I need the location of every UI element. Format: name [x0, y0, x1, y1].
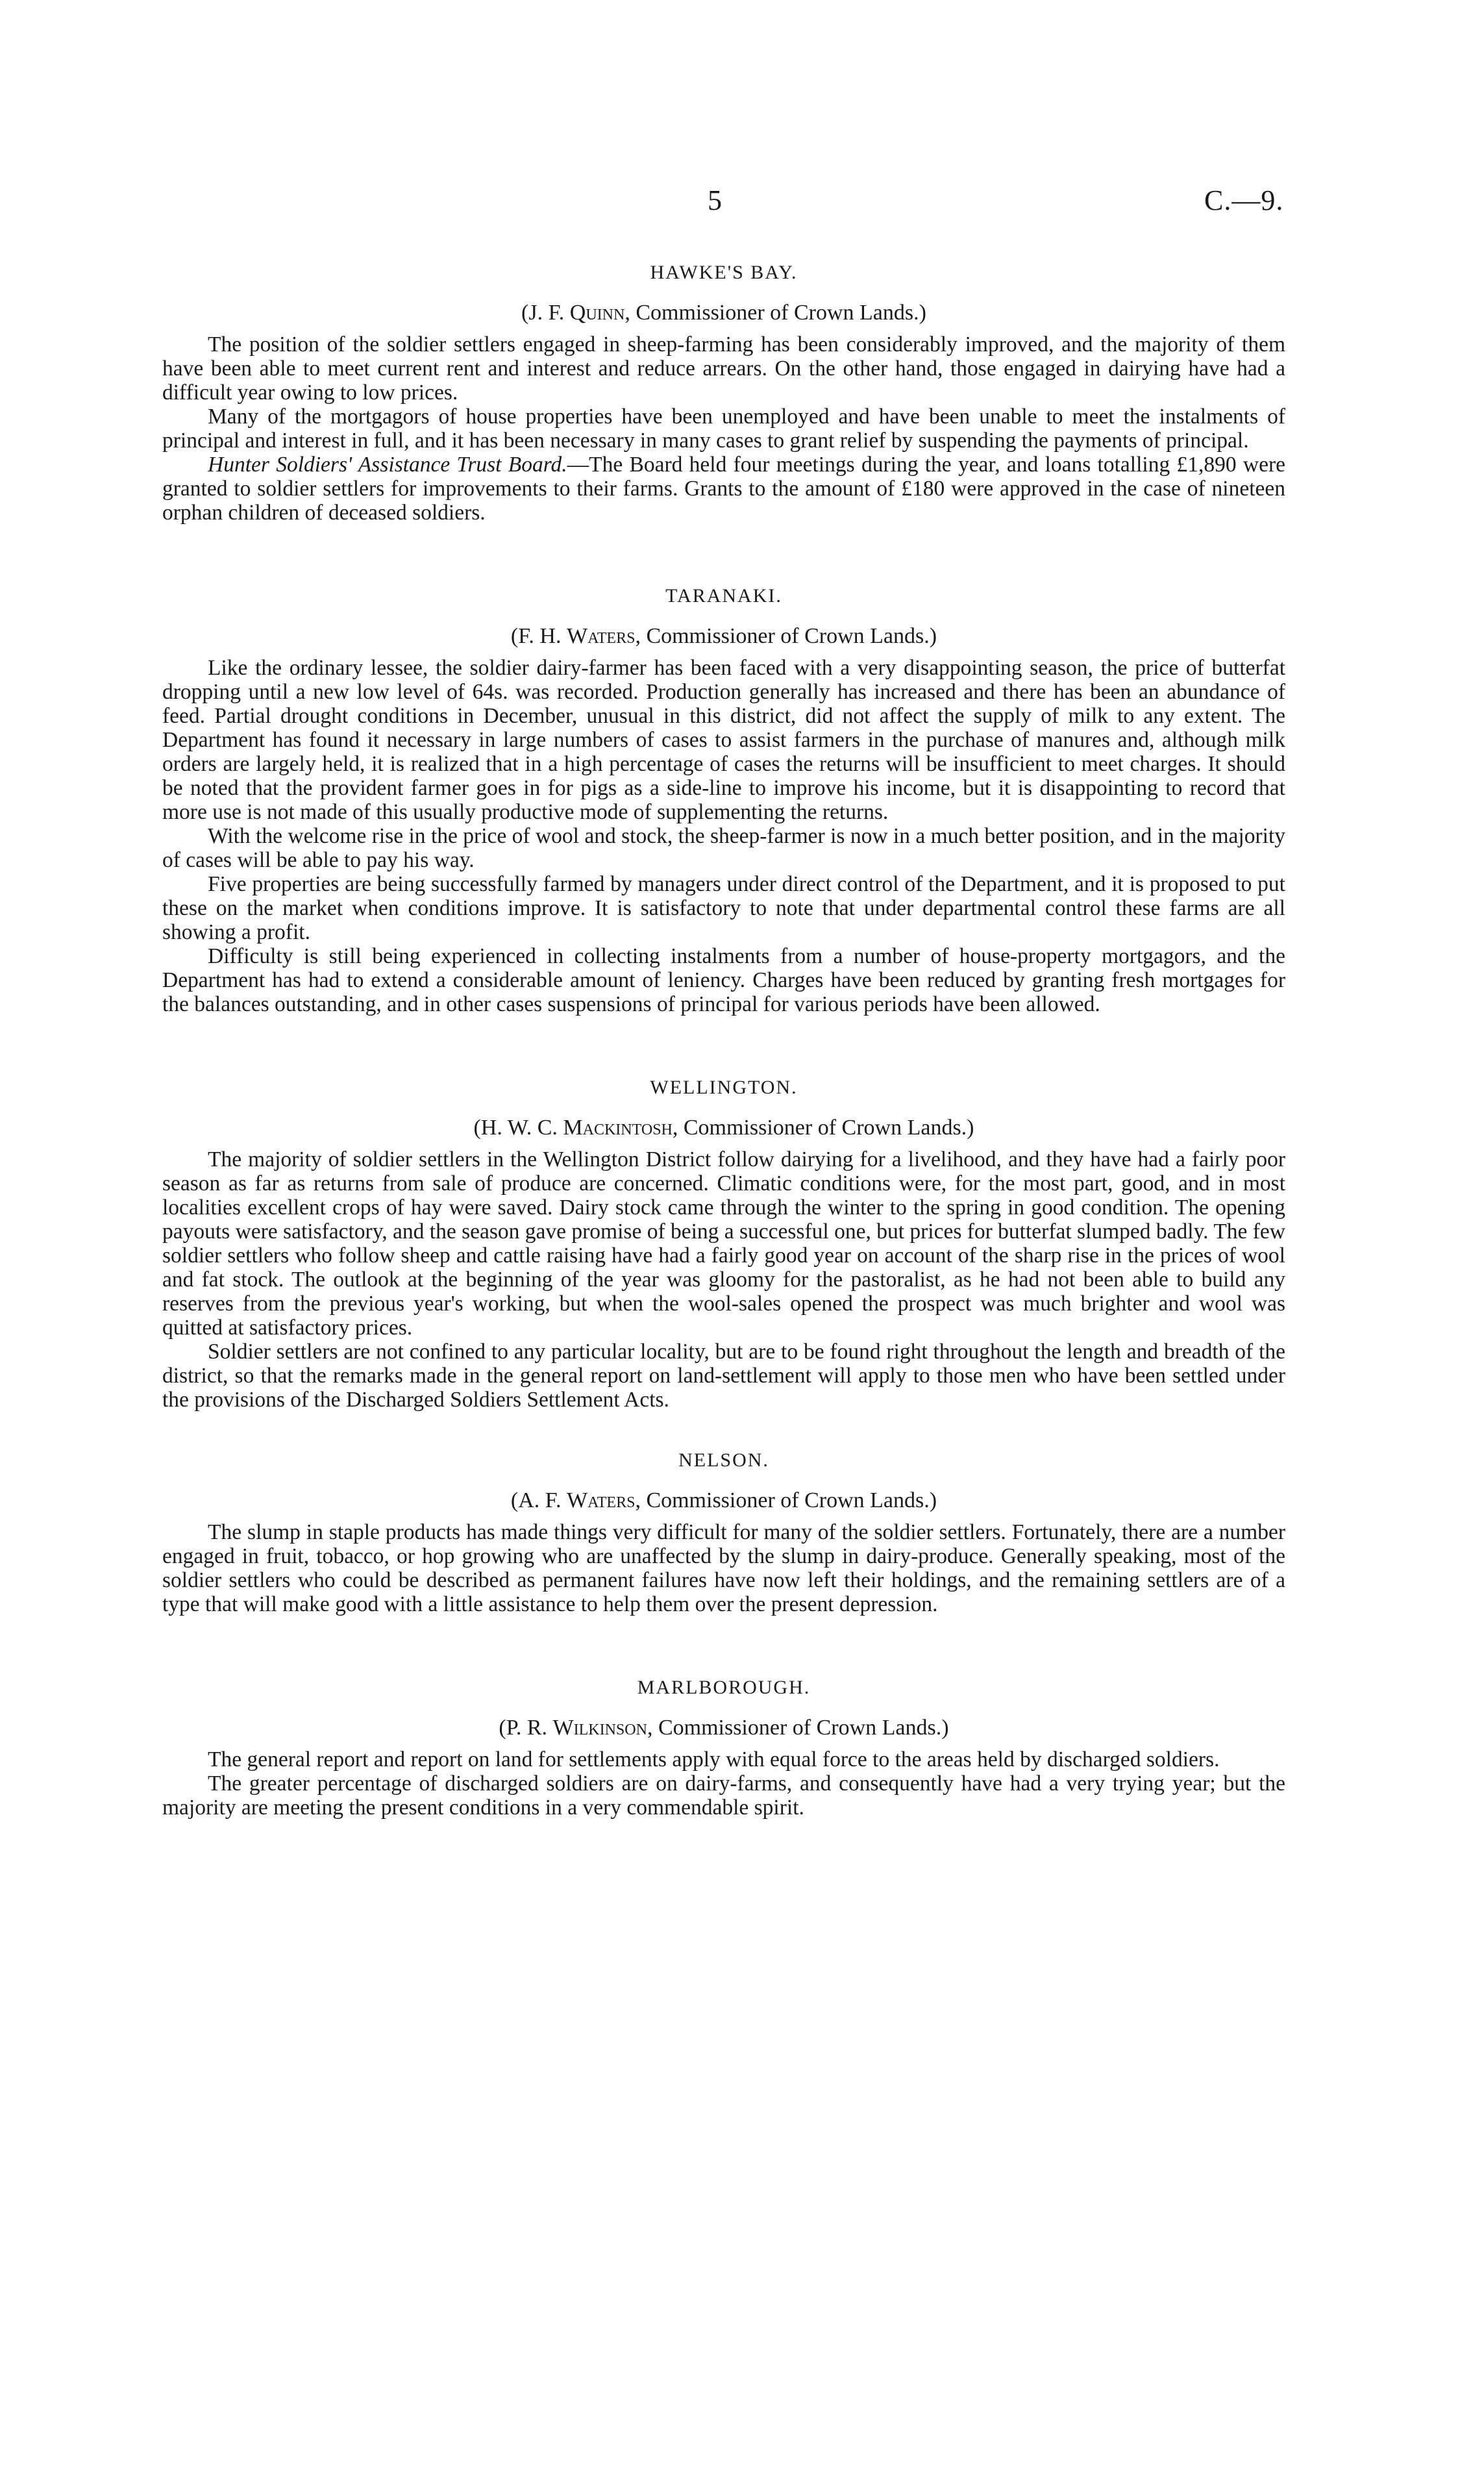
paragraph: Five properties are being successfully farmed by managers under direct control of the Department, and it is proposed to put these on the market when conditions improve. It is satisfactory to note that under departmental control these farms are all showing a profit. [162, 872, 1285, 944]
commissioner-line [162, 622, 1285, 651]
trust-board-heading: Hunter Soldiers' Assistance Trust Board. [208, 453, 567, 477]
commissioner-prefix: (P. R. [499, 1716, 553, 1740]
section-hawkes-bay [162, 260, 1285, 525]
commissioner-suffix: , Commissioner of Crown Lands.) [647, 1716, 949, 1740]
commissioner-line [162, 1114, 1285, 1142]
paragraph: With the welcome rise in the price of wool and stock, the sheep-farmer is now in a much better position, and in the majority of cases will be able to pay his way. [162, 824, 1285, 872]
commissioner-name: Mackintosh [563, 1116, 673, 1140]
section-taranaki [162, 583, 1285, 1016]
commissioner-suffix: , Commissioner of Crown Lands.) [672, 1116, 974, 1140]
commissioner-prefix: (H. W. C. [473, 1116, 563, 1140]
paragraph: The general report and report on land for settlements apply with equal force to the areas held by discharged soldiers. [208, 1747, 1220, 1772]
paragraph: The greater percentage of discharged soldiers are on dairy-farms, and consequently have had a very trying year; but the majority are meeting the present conditions in a very commendable spirit. [162, 1772, 1285, 1820]
document-code: C.—9. [1204, 184, 1284, 216]
page-header [0, 184, 1484, 223]
section-title: WELLINGTON. [650, 1077, 798, 1098]
commissioner-name: Waters [566, 1488, 636, 1512]
commissioner-name: Wilkinson [552, 1716, 647, 1740]
document-body [162, 260, 1285, 1820]
paragraph: The position of the soldier settlers engaged in sheep-farming has been considerably improved, and the majority of them have been able to meet current rent and interest and reduce arrears. On the other hand, those engaged in dairying have had a difficult year owing to low prices. [162, 332, 1285, 405]
commissioner-line [162, 1486, 1285, 1515]
commissioner-suffix: , Commissioner of Crown Lands.) [635, 1488, 937, 1512]
trust-board-text: —The Board held four meetings during the year, and loans totalling £1,890 were granted to soldier settlers for improvements to their farms. Grants to the amount of £180 were approved in the case of nineteen orphan children of deceased soldiers. [162, 453, 1286, 525]
commissioner-prefix: (J. F. [521, 301, 570, 325]
section-marlborough [162, 1675, 1285, 1820]
commissioner-prefix: (F. H. [510, 624, 567, 648]
section-title: NELSON. [678, 1449, 769, 1471]
trust-board-paragraph [162, 453, 1285, 525]
commissioner-suffix: , Commissioner of Crown Lands.) [635, 624, 937, 648]
commissioner-name: Quinn [569, 301, 625, 325]
section-title: TARANAKI. [665, 585, 782, 607]
paragraph: The slump in staple products has made things very difficult for many of the soldier settlers. Fortunately, there are a number engaged in fruit, tobacco, or hop growing who are unaffected by the slump in dairy-produce. Generally speaking, most of the soldier settlers who could be described as permanent failures have now left their holdings, and the remaining settlers are of a type that will make good with a little assistance to help them over the present depression. [162, 1520, 1285, 1616]
page-number: 5 [708, 184, 723, 216]
commissioner-prefix: (A. F. [510, 1488, 567, 1512]
paragraph: Many of the mortgagors of house properties have been unemployed and have been unable to meet the instalments of principal and interest in full, and it has been necessary in many cases to grant relief by suspending the payments of principal. [162, 405, 1285, 453]
paragraph: Soldier settlers are not confined to any particular locality, but are to be found right throughout the length and breadth of the district, so that the remarks made in the general report on land-settlement will apply to those men who have been settled under the provisions of the Discharged Soldiers Settlement Acts. [162, 1340, 1285, 1412]
section-title: HAWKE'S BAY. [650, 262, 798, 283]
paragraph: Difficulty is still being experienced in collecting instalments from a number of house-property mortgagors, and the Department has had to extend a considerable amount of leniency. Charges have been reduced by granting fresh mortgages for the balances outstanding, and in other cases suspensions of principal for various periods have been allowed. [162, 944, 1285, 1016]
commissioner-line [162, 299, 1285, 327]
commissioner-line [162, 1714, 1285, 1742]
commissioner-suffix: , Commissioner of Crown Lands.) [625, 301, 926, 325]
paragraph: The majority of soldier settlers in the Wellington District follow dairying for a livelihood, and they have had a fairly poor season as far as returns from sale of produce are concerned. Climatic conditions were, for the most part, good, and in most localities excellent crops of hay were saved. Dairy stock came through the winter to the spring in good condition. The opening payouts were satisfactory, and the season gave promise of being a successful one, but prices for butterfat slumped badly. The few soldier settlers who follow sheep and cattle raising have had a fairly good year on account of the sharp rise in the prices of wool and fat stock. The outlook at the beginning of the year was gloomy for the pastoralist, as he had not been able to build any reserves from the previous year's working, but when the wool-sales opened the prospect was much brighter and wool was quitted at satisfactory prices. [162, 1147, 1285, 1340]
section-wellington [162, 1075, 1285, 1412]
commissioner-name: Waters [566, 624, 636, 648]
section-nelson [162, 1447, 1285, 1616]
section-title: MARLBOROUGH. [637, 1677, 811, 1698]
paragraph: Like the ordinary lessee, the soldier dairy-farmer has been faced with a very disappointing season, the price of butterfat dropping until a new low level of 64s. was recorded. Production generally has increased and there has been an abundance of feed. Partial drought conditions in December, unusual in this district, did not affect the supply of milk to any extent. The Department has found it necessary in large numbers of cases to assist farmers in the purchase of manures and, although milk orders are largely held, it is realized that in a high percentage of cases the returns will be insufficient to meet charges. It should be noted that the provident farmer goes in for pigs as a side-line to improve his income, but it is disappointing to record that more use is not made of this usually productive mode of supplementing the returns. [162, 656, 1285, 824]
